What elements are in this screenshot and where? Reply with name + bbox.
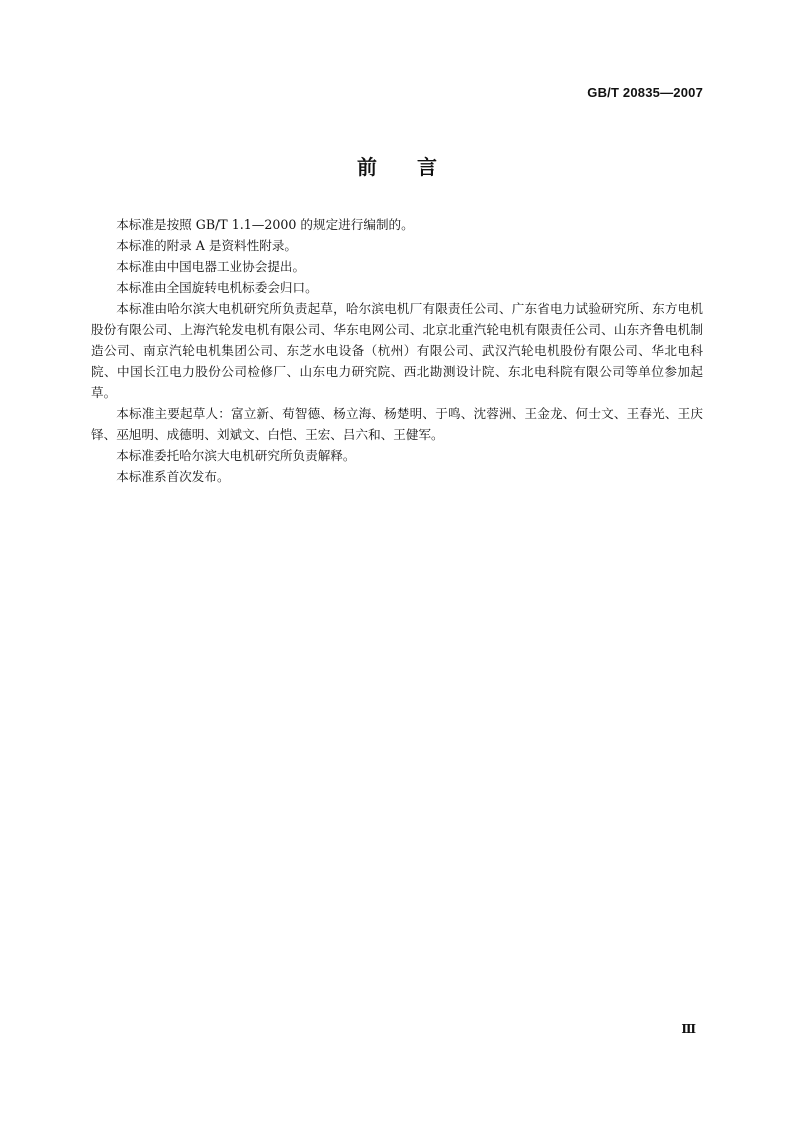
page-title: 前言 [357, 155, 477, 179]
body-text [91, 214, 703, 487]
paragraph-interpretation: 本标准委托哈尔滨大电机研究所负责解释。 [116, 448, 356, 463]
paragraph-committee: 本标准由全国旋转电机标委会归口。 [116, 280, 318, 295]
page-number: Ⅲ [681, 1022, 696, 1036]
paragraph-drafters: 本标准主要起草人：富立新、荀智德、杨立海、杨楚明、于鸣、沈蓉洲、王金龙、何士文、王春光、王庆铎、巫旭明、成德明、刘斌文、白恺、王宏、吕六和、王健军。 [91, 406, 703, 442]
paragraph-drafting-rules: 本标准是按照 GB/T 1.1—2000 的规定进行编制的。 [116, 217, 414, 232]
paragraph-proposer: 本标准由中国电器工业协会提出。 [116, 259, 306, 274]
paragraph-first-release: 本标准系首次发布。 [116, 469, 230, 484]
document-code: GB/T 20835—2007 [587, 85, 703, 100]
paragraph-appendix: 本标准的附录 A 是资料性附录。 [116, 238, 298, 253]
paragraph-drafting-units: 本标准由哈尔滨大电机研究所负责起草，哈尔滨电机厂有限责任公司、广东省电力试验研究所、东方电机股份有限公司、上海汽轮发电机有限公司、华东电网公司、北京北重汽轮电机有限责任公司、山东齐鲁电机制造公司、南京汽轮电机集团公司、东芝水电设备（杭州）有限公司、武汉汽轮电机股份有限公司、华北电科院、中国长江电力股份公司检修厂、山东电力研究院、西北勘测设计院、东北电科院有限公司等单位参加起草。 [91, 301, 703, 400]
